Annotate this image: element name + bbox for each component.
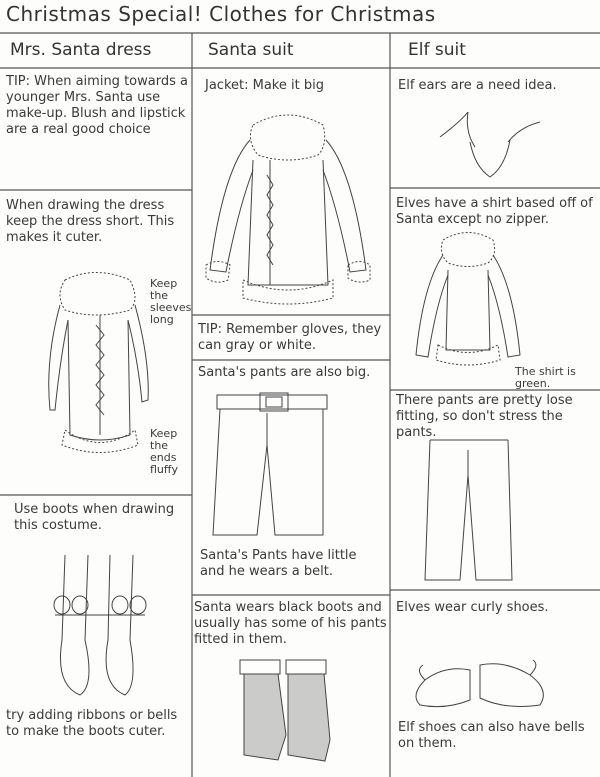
header-santa-suit: Santa suit <box>208 40 294 60</box>
ribbons-note: try adding ribbons or bells to make the boots cuter. <box>6 708 178 739</box>
elf-shoes-bells-note: Elf shoes can also have bells on them. <box>398 720 585 751</box>
elf-ears-drawing <box>430 112 550 182</box>
belt-note: Santa's Pants have little and he wears a belt. <box>200 548 357 579</box>
santa-pants-drawing <box>205 385 335 545</box>
elf-shirt-note: Elves have a shirt based off of Santa except no zipper. <box>396 196 593 227</box>
mrs-santa-boots-drawing <box>40 545 160 705</box>
boots-note: Use boots when drawing this costume. <box>14 502 175 533</box>
dress-note: When drawing the dress keep the dress short. This makes it cuter. <box>6 198 175 245</box>
jacket-note: Jacket: Make it big <box>205 78 324 93</box>
elf-ears-note: Elf ears are a need idea. <box>398 78 557 93</box>
elf-shoes-drawing <box>405 650 555 715</box>
header-elf-suit: Elf suit <box>408 40 466 60</box>
elf-pants-drawing <box>420 435 520 585</box>
sleeves-note: Keep the sleeves long <box>150 277 192 326</box>
mrs-santa-dress-drawing <box>30 260 160 470</box>
elf-shirt-color-note: The shirt is green. <box>515 365 576 390</box>
santa-boots-drawing <box>230 655 340 770</box>
mrs-santa-tip: TIP: When aiming towards a younger Mrs. Santa use make-up. Blush and lipstick are a real good choice <box>6 74 188 137</box>
pants-note: Santa's pants are also big. <box>198 365 371 380</box>
ends-note: Keep the ends fluffy <box>150 427 178 476</box>
gloves-tip: TIP: Remember gloves, they can gray or white. <box>198 322 382 353</box>
elf-pants-note: There pants are pretty lose fitting, so don't stress the pants. <box>396 393 573 440</box>
santa-boots-note: Santa wears black boots and usually has some of his pants fitted in them. <box>194 600 387 647</box>
elf-shoes-note: Elves wear curly shoes. <box>396 600 549 615</box>
santa-jacket-drawing <box>198 100 378 310</box>
page-title: Christmas Special! Clothes for Christmas <box>6 2 436 26</box>
header-mrs-santa: Mrs. Santa dress <box>10 40 152 60</box>
elf-shirt-drawing <box>408 225 528 375</box>
